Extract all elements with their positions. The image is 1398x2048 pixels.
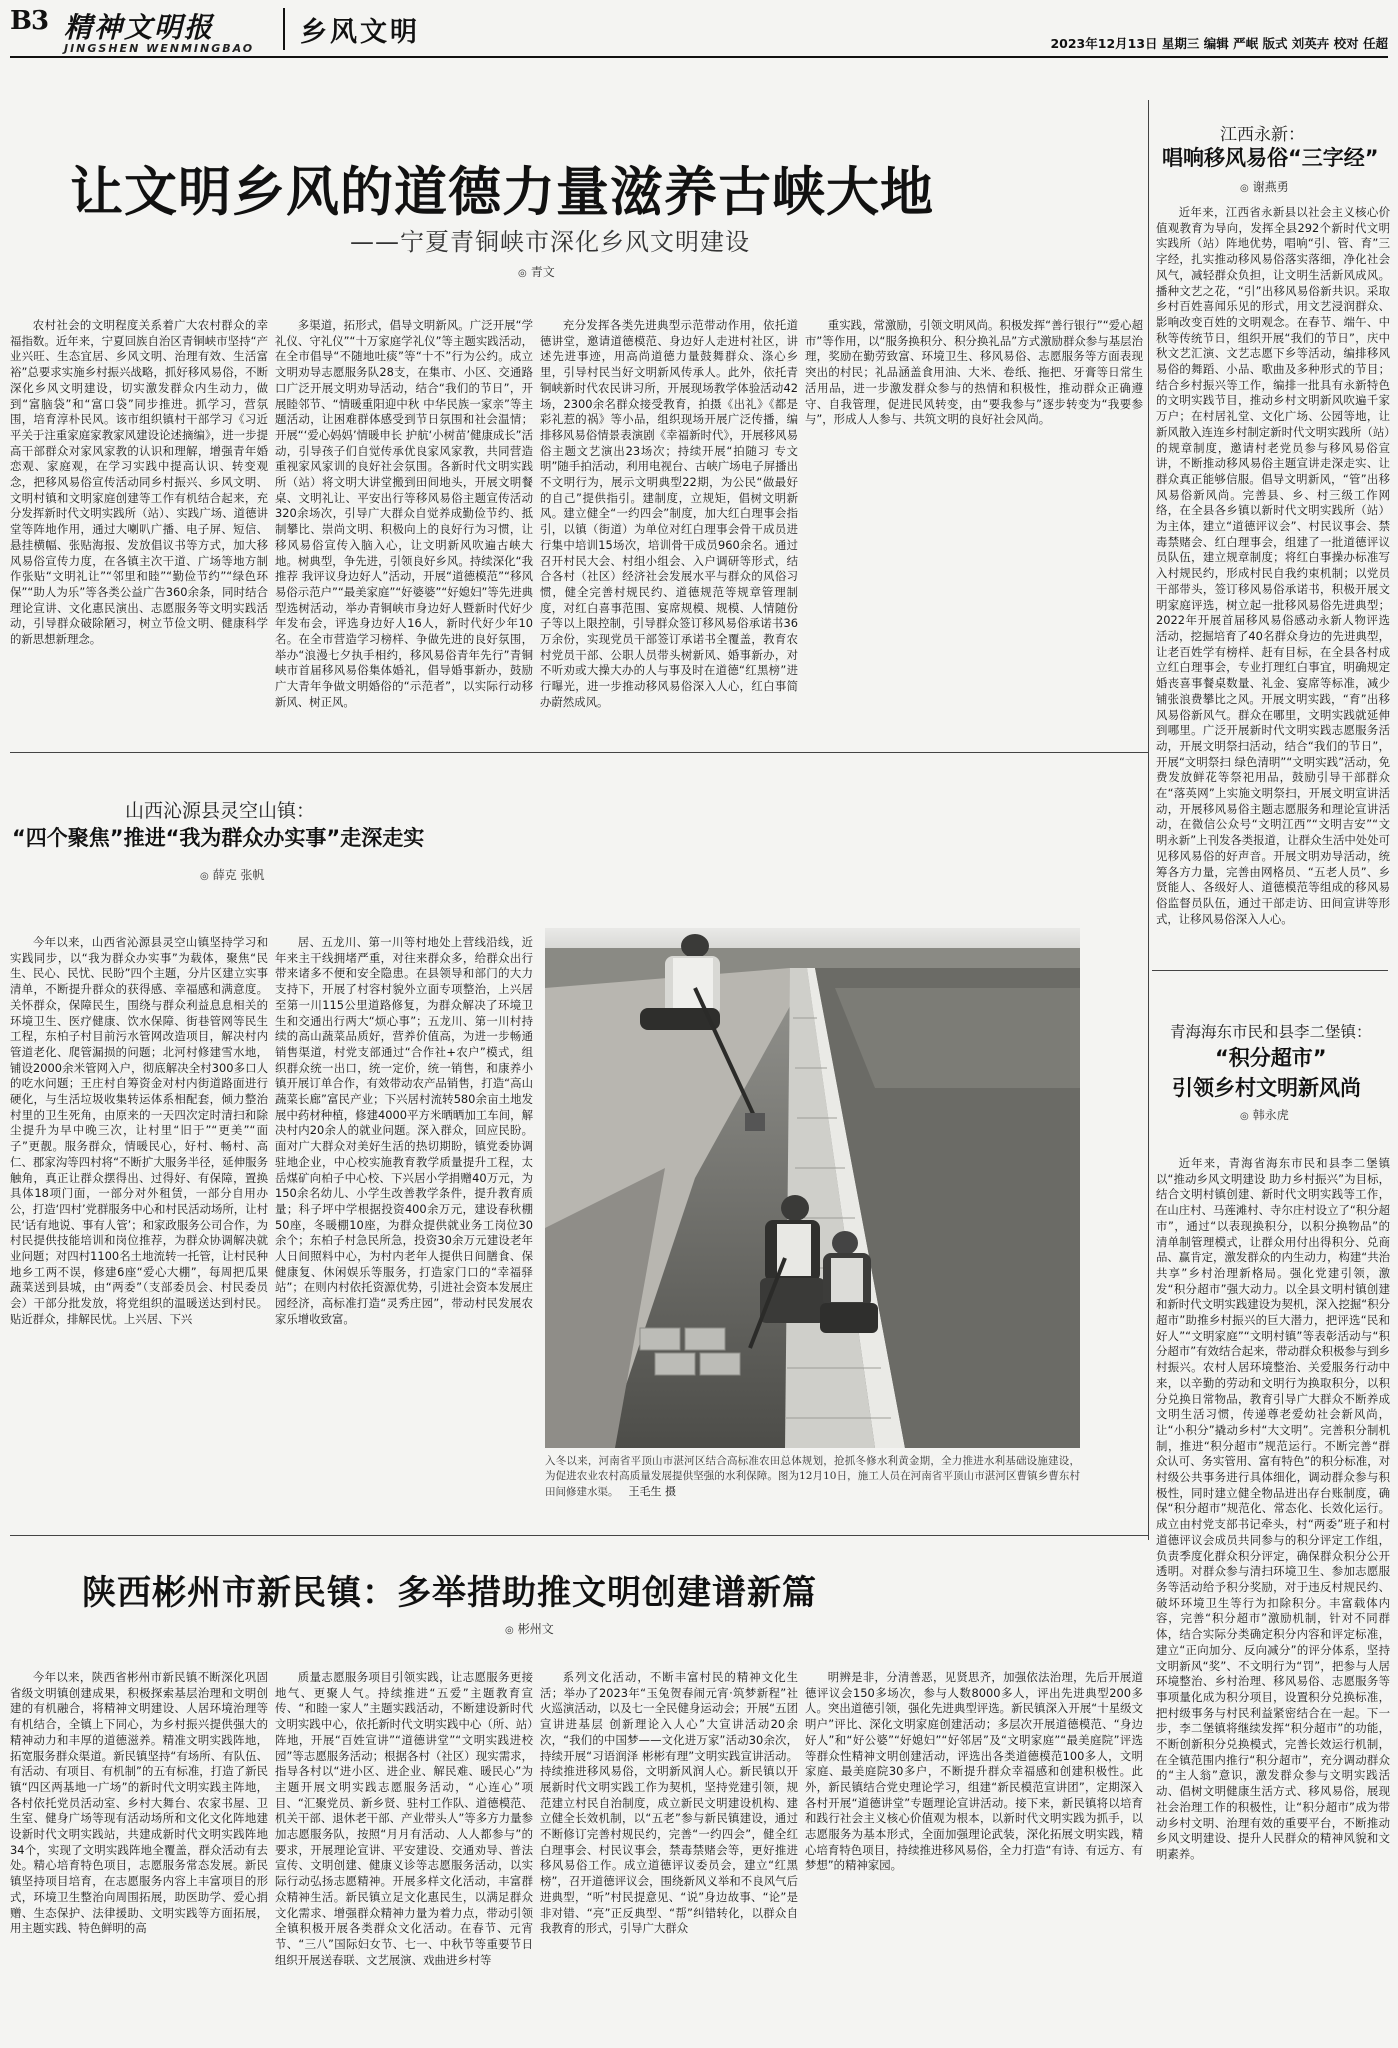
main-article-text-2: 多渠道，拓形式，倡导文明新风。广泛开展“学礼仪、守礼仪”“十万家庭学礼仪”等主题实践活动，在全市倡导“不随地吐痰”等“十不”行为公约。成立文明劝导志愿服务队28支，在集市、小区、交通路口广泛开展文明劝导活动，结合“我们的节日”，开展睦邻节、“情暖重阳迎中秋 中华民族一家亲”等主题活动，让困难群体感受到节日氛围和社会温情；开展“‘爱心妈妈’情暖申长 护航‘小树苗’健康成长”活动，引导孩子们自觉传承优良家风家教，共同营造重视家风家训的良好社会氛围。各新时代文明实践所（站）将文明大讲堂搬到田间地头，开展文明餐桌、文明礼让、平安出行等移风易俗主题宣传活动320余场次，引导广大群众自觉养成勤俭节约、抵制攀比、崇尚文明、积极向上的良好行为习惯，让移风易俗宣传入脑入心，让文明新风吹遍古峡大地。树典型，争先进，引领良好乡风。持续深化“我推荐 我评议身边好人”活动，开展“道德模范”“移风易俗示范户”“最美家庭”“好婆婆”“好媳妇”等先进典型选树活动，举办青铜峡市身边好人暨新时代好少年发布会，评选身边好人16人，新时代好少年10名。在全市营造学习榜样、争做先进的良好氛围，举办“浪漫七夕执手相约，移风易俗青年先行”青铜峡市首届移风易俗集体婚礼，倡导婚事新办，鼓励广大青年争做文明婚俗的“示范者”，以实际行动移新风、树正风。 xyxy=(275,318,533,709)
shaanxi-col-3 xyxy=(540,1670,798,2042)
photo-caption-text: 入冬以来，河南省平顶山市湛河区结合高标准农田总体规划，抢抓冬修水利黄金期，全力推进水利基础设施建设，为促进农业农村高质量发展提供坚强的水利保障。图为12月10日，施工人员在河南省平顶山市湛河区曹镇乡曹东村田间修建水渠。 xyxy=(545,1455,1080,1498)
qinghai-author: 韩永虎 xyxy=(1252,1108,1289,1122)
jiangxi-author: 谢燕勇 xyxy=(1252,180,1289,194)
shaanxi-text-4: 明辨是非，分清善恶，见贤思齐，加强依法治理，先后开展道德评议会150多场次，参与人数8000多人，评出先进典型200多人。突出道德引领，强化先进典型评选。新民镇深入开展“十星级文明户”评比、深化文明家庭创建活动；多层次开展道德模范、“身边好人”和“好公婆”“好媳妇”“好邻居”及“文明家庭”“最美庭院”评选等群众性精神文明创建活动，评选出各类道德模范100多人，文明家庭、最美庭院30多户，不断提升群众幸福感和创建积极性。此外，新民镇结合党史理论学习，组建“新民模范宣讲团”，定期深入各村开展“道德讲堂”专题理论宣讲活动。接下来，新民镇将以培育和践行社会主义核心价值观为根本，以新时代文明实践为抓手，以志愿服务为基本形式，全面加强理论武装，深化拓展文明实践，精心培育特色项目，持续推进移风易俗，全力打造“有诗、有远方、有梦想”的精神家园。 xyxy=(805,1670,1143,1873)
main-article-title: 让文明乡风的道德力量滋养古峡大地 xyxy=(70,162,934,223)
photo-credit: 王毛生 摄 xyxy=(628,1485,676,1498)
shanxi-col-1 xyxy=(10,935,268,1495)
shanxi-author: 薛克 张帆 xyxy=(212,868,265,882)
main-article-text-3: 充分发挥各类先进典型示范带动作用，依托道德讲堂，邀请道德模范、身边好人走进村社区，讲述先进事迹，用高尚道德力量鼓舞群众、涤心乡里，引导村民当好文明新风传承人。此外，依托青铜峡新时代农民讲习所，开展现场教学体验活动42场，2300余名群众接受教育，拍摄《出礼》《都是彩礼惹的祸》等小品，组织现场开展广泛传播，编排移风易俗情景表演剧《幸福新时代》，开展移风易俗主题文艺演出23场次；持续开展“拍随习 专文明”随手拍活动，利用电视台、古峡广场电子屏播出不文明行为，展示文明典型22期，为公民“做最好的自己”提供指引。建制度，立规矩，倡树文明新风。建立健全“一约四会”制度，加大红白理事会指引，以镇（街道）为单位对红白理事会骨干成员进行集中培训15场次，培训骨干成员960余名。通过召开村民大会、村组小组会、入户调研等形式，结合各村（社区）经济社会发展水平与群众的风俗习惯，健全完善村规民约、道德规范等规章管理制度，对红白喜事范围、宴席规模、规模、人情随份子等以上限控制，引导群众签订移风易俗承诺书36万余份，实现党员干部签订承诺书全覆盖，教育农村党员干部、公职人员带头树新风、婚事新办，对不听劝或大操大办的人与事及时在道德“红黑榜”进行曝光，进一步推动移风易俗深入人心，红白事简办蔚然成风。 xyxy=(540,318,798,709)
main-article-col-1 xyxy=(10,318,268,736)
shaanxi-title: 陕西彬州市新民镇：多举措助推文明创建谱新篇 xyxy=(82,1573,817,1613)
shaanxi-col-2 xyxy=(275,1670,533,2042)
shaanxi-byline xyxy=(505,1620,554,1637)
masthead-rule xyxy=(10,56,1388,58)
newspaper-name: 精神文明报 xyxy=(64,11,215,44)
main-article-col-2 xyxy=(275,318,533,736)
qinghai-text: 近年来，青海省海东市民和县李二堡镇以“推动乡风文明建设 助力乡村振兴”为目标，结合文明村镇创建、新时代文明实践等工作，在山庄村、马莲滩村、寺尔庄村设立了“积分超市”，通过“以表现换积分，以积分换物品”的清单制管理模式，让群众用付出得积分、兑商品、赢肯定，激发群众的内生动力，构建“共治共享”乡村治理新格局。强化党建引领，激发“积分超市”强大动力。以全县文明村镇创建和新时代文明实践建设为契机，深入挖掘“积分超市”助推乡村振兴的巨大潜力，把评选“民和好人”“文明家庭”“文明村镇”等表彰活动与“积分超市”有效结合起来，带动群众积极参与到乡村振兴。农村人居环境整治、关爱服务行动中来，以辛勤的劳动和文明行为换取积分，以积分兑换日常物品，教育引导广大群众不断养成文明生活习惯，传递尊老爱幼社会新风尚，让“小积分”撬动乡村“大文明”。完善积分制机制，推进“积分超市”规范运行。不断完善“群众认可、务实管用、富有特色”的积分标准，对村级公共事务进行具体细化，调动群众参与积极性，同时建立健全物品进出存台账制度，确保“积分超市”规范化、常态化、长效化运行。成立由村党支部书记牵头，村“两委”班子和村道德评议会成员共同参与的积分评定工作组，负责季度化群众积分评定，确保群众积分公开透明。对群众参与清扫环境卫生、参加志愿服务等活动给予积分奖励，对于违反村规民约、破坏环境卫生等行为扣除积分。丰富载体内容，完善“积分超市”激励机制，针对不同群体，结合实际分类确定积分内容和评定标准，建立“正向加分、反向减分”的评分体系，坚持文明新风“奖”、不文明行为“罚”，把参与人居环境整治、乡村治理、移风易俗、志愿服务等事项量化成为积分项目，设置积分兑换标准，把村级事务与村民利益紧密结合在一起。下一步，李二堡镇将继续发挥“积分超市”的功能，不断创新积分兑换模式，完善长效运行机制，在全镇范围内推行“积分超市”，充分调动群众的“主人翁”意识，激发群众参与文明实践活动、倡树文明健康生活方式、移风易俗，展现社会治理工作的积极性，让“积分超市”成为带动乡村文明、治理有效的重要平台，不断推动乡风文明建设、提升人民群众的精神风貌和文明素养。 xyxy=(1156,1156,1390,1861)
date-editor-line: 2023年12月13日 星期三 编辑 严岷 版式 刘英卉 校对 任超 xyxy=(1050,36,1388,51)
shanxi-text-2: 居、五龙川、第一川等村地处上营线沿线，近年来主干线拥堵严重，对往来群众多，给群众出行带来诸多不便和安全隐患。在县领导和部门的大力支持下，开展了村容村貌外立面专项整治，上兴居至第一川115公里道路修复，为群众解决了环境卫生和交通出行两大“烦心事”；五龙川、第一川村持续的高山蔬菜品质好，营养价值高，为进一步畅通销售渠道，村党支部通过“合作社+农户”模式，组织群众统一出口，统一定价，统一销售，和康养小镇开展订单合作，有效带动农产品销售，打造“高山蔬菜长廊”富民产业；下兴居村流转580余亩土地发展中药材种植，修建4000平方米晒晒加工车间，解决村内20余人的就业问题。深入群众，回应民盼。面对广大群众对美好生活的热切期盼，镇党委协调驻地企业，中心校实施教育教学质量提升工程，太岳煤矿向柏子中心校、下兴居小学捐赠40万元，为150余名幼儿、小学生改善教学条件，提升教育质量；科子坪中学根据投资400余万元，建设春秋棚50座，冬暖棚10座，为群众提供就业务工岗位30余个；东柏子村急民所急，投资30余万元建设老年人日间照料中心，为村内老年人提供日间膳食、保健康复、休闲娱乐等服务，打造家门口的“幸福驿站”；在则内村依托资源优势，引进社会资本发展庄园经济，高标准打造“灵秀庄园”，带动村民发展农家乐增收致富。 xyxy=(275,935,533,1326)
main-article-col-4 xyxy=(805,318,1143,736)
canal-construction-photo xyxy=(545,928,1080,1448)
shaanxi-text-3: 系列文化活动，不断丰富村民的精神文化生活；举办了2023年“玉兔贺春闹元宵·筑梦新程”社火巡演活动，以及七一全民健身运动会；开展“五团宣讲进基层 创新理论入人心”大宣讲活动20余次，“我们的中国梦——文化进万家”活动30余次，持续开展“习语润泽 彬彬有理”文明实践宣讲活动。持续推进移风易俗，文明新风润人心。新民镇以开展新时代文明实践工作为契机，坚持党建引领，规范建立村民自治制度，成立新民文明建设机构、建立健全长效机制，以“五老”参与新民镇建设，通过不断修订完善村规民约，完善“一约四会”，健全红白理事会、村民议事会，禁毒禁赌会等，更好推进移风易俗工作。成立道德评议委员会，建立“红黑榜”，召开道德评议会，围绕新风义举和不良风气后进典型，“听”村民提意见、“说”身边故事、“论”是非对错、“亮”正反典型、“帮”纠错转化，以群众自我教育的形式，引导广大群众 xyxy=(540,1670,798,1936)
shaanxi-author: 彬州文 xyxy=(517,1622,554,1636)
main-article-subtitle: ——宁夏青铜峡市深化乡风文明建设 xyxy=(350,228,750,256)
masthead-divider xyxy=(283,8,285,50)
jiangxi-title: 唱响移风易俗“三字经” xyxy=(1162,146,1379,170)
photo-caption xyxy=(545,1454,1080,1500)
shanxi-kicker: 山西沁源县灵空山镇： xyxy=(125,800,316,822)
news-photo xyxy=(545,928,1080,1448)
shaanxi-text-1: 今年以来，陕西省彬州市新民镇不断深化巩固省级文明镇创建成果，积极探索基层治理和文明创建的有机融合，将精神文明建设、人居环境治理等有机结合，全镇上下同心，为乡村振兴提供强大的精神动力和丰厚的道德滋养。精准文明实践阵地，拓宽服务群众渠道。新民镇坚持“有场所、有队伍、有活动、有项目、有机制”的五有标准，打造了新民镇“四区两基地一广场”的新时代文明实践主阵地，各村依托党员活动室、乡村大舞台、农家书屋、卫生室、健身广场等现有活动场所和文化文化阵地建设新时代文明实践站，共建成新时代文明实践阵地34个，实现了文明实践阵地全覆盖，群众活动有去处。精心培育特色项目，志愿服务常态发展。新民镇坚持项目培育，在志愿服务内容上丰富项目的形式，环境卫生整治向周围拓展，助医助学、爱心捐赠、生态保护、法律援助、文明实践等方面拓展，用主题实践、特色鲜明的高 xyxy=(10,1670,268,1936)
shanxi-text-1: 今年以来，山西省沁源县灵空山镇坚持学习和实践同步，以“我为群众办实事”为载体，聚焦“民生、民心、民忧、民盼”四个主题，分片区建立实事清单，不断提升群众的获得感、幸福感和满意度。关怀群众，保障民生，围绕与群众利益息息相关的环境卫生、医疗健康、饮水保障、街巷管网等民生工程，东柏子村目前污水管网改造项目，解决村内管道老化、爬管漏损的问题；北河村修建雪水地，铺设2000余米管网入户，彻底解决全村300多口人的吃水问题；王庄村自筹资金对村内街道路面进行硬化，与生活垃圾收集转运体系相配套，倾力整治村里的卫生死角，由原来的一天四次定时清扫和除尘提升为早中晚三次，让村里“旧于”“更美”“面子”更靓。服务群众，情暖民心，好村、畅村、高仁、郡家沟等四村将“不断扩大服务半径，延伸服务触角，真正让群众摆得出、过得好、有保障，置换具体18项门面，一部分对外租赁，一部分自用办公，打造‘四村’党群服务中心和村民活动场所，让村民‘话有地说、事有人管’；和家政服务公司合作，为村民提供技能培训和岗位推荐，为群众协调解决就业问题；对四村1100名土地流转一托管，让村民种地乡工两不误，修建6座“爱心大棚”，每周把瓜果蔬菜送到县城，由“两委”（支部委员会、村民委员会）干部分批发放，将党组织的温暖送达到村民。贴近群众，排解民忧。上兴居、下兴 xyxy=(10,935,268,1326)
right-column-divider xyxy=(1148,100,1149,1540)
qinghai-kicker: 青海海东市民和县李二堡镇： xyxy=(1170,1023,1372,1041)
newspaper-pinyin: JINGSHEN WENMINGBAO xyxy=(64,42,255,55)
main-article-byline xyxy=(518,263,555,280)
shaanxi-top-rule xyxy=(10,1535,1148,1536)
byline-dot-icon: ◎ xyxy=(1240,183,1249,194)
shanxi-col-2 xyxy=(275,935,533,1495)
jiangxi-col xyxy=(1156,205,1390,960)
main-article-author: 青文 xyxy=(530,265,555,279)
qinghai-col xyxy=(1156,1156,1390,2036)
byline-dot-icon: ◎ xyxy=(518,268,527,279)
page-number: B3 xyxy=(10,6,49,36)
shanxi-byline xyxy=(200,866,265,883)
main-article-bottom-rule xyxy=(10,752,1148,753)
section-name: 乡风文明 xyxy=(300,17,420,48)
byline-dot-icon: ◎ xyxy=(200,871,209,882)
jiangxi-text: 近年来，江西省永新县以社会主义核心价值观教育为导向，发挥全县292个新时代文明实践所（站）阵地优势，唱响“引、管、育”三字经，扎实推动移风易俗落实落细，净化社会风气，减轻群众负担，让文明生活新风成风。播种文艺之花，“引”出移风易俗新共识。采取乡村百姓喜闻乐见的形式，用文艺浸润群众、影响改变百姓的文明观念。在春节、端午、中秋等传统节日，组织开展“我们的节日”，庆中秋文艺汇演、文艺志愿下乡等活动，编排移风易俗的舞蹈、小品、歌曲及多种形式的节目；结合乡村振兴等工作，编排一批具有永新特色的文明实践节目，推动乡村文明新风吹遍千家万户；在村居礼堂、文化广场、公园等地，让新风散入连连乡村制定新时代文明实践所（站）的规章制度，邀请村老党员参与移风易俗宣讲，不断推动移风易俗主题宣讲走深走实、让群众真正能够信服。倡导文明新风，“管”出移风易俗新风尚。完善县、乡、村三级工作网络，在全县各乡镇以新时代文明实践所（站）为主体，建立“道德评议会”、村民议事会、禁毒禁赌会、红白理事会，组建了一批道德评议员队伍，建立规章制度；将红白事操办标准写入村规民约，形成村民自我约束机制；以党员干部带头，签订移风易俗承诺书，积极开展文明家庭评选，树立起一批移风易俗先进典型；2022年开展首届移风易俗感动永新人物评选活动，挖掘培育了40名群众身边的先进典型，让老百姓学有榜样、赶有目标，在全县各村成立红白理事会，专业打理红白事宜，明确规定婚丧喜事餐桌数量、礼金、宴席等标准，减少铺张浪费攀比之风。开展文明实践，“育”出移风易俗新风气。群众在哪里，文明实践就延伸到哪里。广泛开展新时代文明实践志愿服务活动，开展文明祭扫活动，结合“我们的节日”，开展“文明祭扫 绿色清明”“文明实践”活动，免费发放鲜花等祭祀用品，鼓励引导干部群众在“落英网”上实施文明祭扫，开展文明宣讲活动，开展移风易俗主题志愿服务和理论宣讲活动，在微信公众号“文明江西”“文明吉安”“文明永新”上刊发各类报道，让群众生活中处处可见移风易俗的好声音。开展文明劝导活动，统筹各方力量，完善由网格员、“五老人员”、乡贤能人、各级好人、道德模范等组成的移风易俗监督员队伍，通过干部走访、田间宣讲等形式，让移风易俗深入人心。 xyxy=(1156,205,1390,926)
jiangxi-byline xyxy=(1240,178,1289,195)
shaanxi-col-1 xyxy=(10,1670,268,2042)
qinghai-byline xyxy=(1240,1106,1289,1123)
qinghai-title-line-1: “积分超市” xyxy=(1215,1046,1327,1070)
main-article-text-4: 重实践，常激励，引领文明风尚。积极发挥“善行银行”“爱心超市”等作用，以“服务换积分、积分换礼品”方式激励群众参与基层治理，奖励在勤劳致富、环境卫生、移风易俗、志愿服务等方面表现突出的村民；礼品涵盖食用油、大米、卷纸、拖把、牙膏等日常生活用品，进一步激发群众参与的热情和积极性，推动群众正确遵守、自我管理，促进民风转变，由“要我参与”逐步转变为“我要参与”，形成人人参与、共筑文明的良好社会风尚。 xyxy=(805,318,1143,427)
shanxi-title: “四个聚焦”推进“我为群众办实事”走深走实 xyxy=(12,826,425,850)
qinghai-title-line-2: 引领乡村文明新风尚 xyxy=(1172,1076,1361,1100)
qinghai-top-rule xyxy=(1152,970,1388,971)
byline-dot-icon: ◎ xyxy=(505,1625,514,1636)
shaanxi-col-4 xyxy=(805,1670,1143,2042)
main-article-text-1: 农村社会的文明程度关系着广大农村群众的幸福指数。近年来，宁夏回族自治区青铜峡市坚持“产业兴旺、生态宜居、乡风文明、治理有效、生活富裕”总要求实施乡村振兴战略，抓好移风易俗，不断深化乡风文明建设，切实激发群众内生动力，做到“富脑袋”和“富口袋”同步推进。抓学习，营氛围，培育淳朴民风。该市组织镇村干部学习《习近平关于注重家庭家教家风建设论述摘编》，进一步提高干部群众对家风家教的认识和理解，增强青年婚恋观、家庭观，在学习实践中提高认识、转变观念，把移风易俗宣传活动同乡村振兴、乡风文明、文明村镇和文明家庭创建等工作有机结合起来，充分发挥新时代文明实践所（站）、实践广场、道德讲堂等阵地作用，通过大喇叭广播、电子屏、短信、悬挂横幅、张贴海报、发放倡议书等方式，加大移风易俗宣传力度，在各镇主次干道、广场等地方制作张贴“文明礼让”“邻里和睦”“勤俭节约”“绿色环保”“助人为乐”等各类公益广告360余条，同时结合理论宣讲、文化惠民演出、志愿服务等文明实践活动，引导群众破除陋习，树立节俭文明、健康科学的新思想新理念。 xyxy=(10,318,268,647)
main-article-col-3 xyxy=(540,318,798,736)
jiangxi-kicker: 江西永新： xyxy=(1220,125,1305,145)
shaanxi-text-2: 质量志愿服务项目引领实践，让志愿服务更接地气、更聚人气。持续推进“五爱”主题教育宣传、“和睦一家人”主题实践活动，不断建设新时代文明实践中心，依托新时代文明实践中心（所、站）阵地，开展“百姓宣讲”“道德讲堂”“文明实践进校园”等志愿服务活动；根据各村（社区）现实需求，指导各村以“进小区、进企业、解民难、暖民心”为主题开展文明实践志愿服务活动，“心连心”项目、“汇聚党员、新乡贤、驻村工作队、道德模范、机关干部、退休老干部、产业带头人”等多方力量参加志愿服务队，按照“月月有活动、人人都参与”的要求，开展理论宣讲、平安建设、交通劝导、普法宣传、文明创建、健康义诊等志愿服务活动，以实际行动弘扬志愿精神。开展多样文化活动，丰富群众精神生活。新民镇立足文化惠民生，以满足群众文化需求、增强群众精神力量为着力点，带动引领全镇积极开展各类群众文化活动。在春节、元宵节、“三八”国际妇女节、七一、中秋节等重要节日组织开展送春联、文艺展演、戏曲进乡村等 xyxy=(275,1670,533,1967)
byline-dot-icon: ◎ xyxy=(1240,1111,1249,1122)
